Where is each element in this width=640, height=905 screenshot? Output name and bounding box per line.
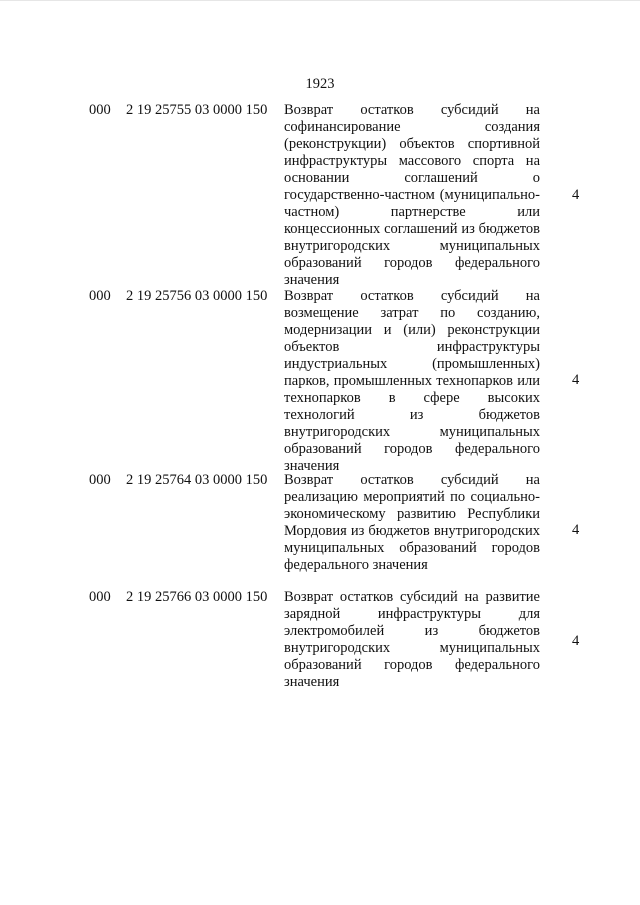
page-top-edge [0,0,640,1]
budget-code: 2 19 25766 03 0000 150 [126,589,268,605]
row-description: Возврат остатков субсидий на реализацию мероприятий по социально-экономическому развитию Республики Мордовия из бюджетов внутригородских муниципальных образований городов федерального значения [284,472,540,573]
admin-code: 000 [89,589,111,605]
budget-code: 2 19 25764 03 0000 150 [126,472,268,488]
row-value: 4 [572,633,580,649]
admin-code: 000 [89,472,111,488]
row-value: 4 [572,522,580,538]
row-value: 4 [572,187,580,203]
row-description: Возврат остатков субсидий на возмещение затрат по созданию, модернизации и (или) реконструкции объектов инфраструктуры индустриальных (промышленных) парков, промышленных технопарков или технопарков в сфере высоких технологий из бюджетов внутригородских муниципальных образований городов федерального значения [284,288,540,474]
admin-code: 000 [89,102,111,118]
row-value: 4 [572,372,580,388]
admin-code: 000 [89,288,111,304]
row-description: Возврат остатков субсидий на развитие зарядной инфраструктуры для электромобилей из бюджетов внутригородских муниципальных образований городов федерального значения [284,589,540,690]
page-number: 1923 [305,76,335,92]
budget-code: 2 19 25755 03 0000 150 [126,102,268,118]
budget-code: 2 19 25756 03 0000 150 [126,288,268,304]
row-description: Возврат остатков субсидий на софинансирование создания (реконструкции) объектов спортивной инфраструктуры массового спорта на основании соглашений о государственно-частном (муниципально-частном) партнерстве или концессионных соглашений из бюджетов внутригородских муниципальных образований городов федерального значения [284,102,540,288]
